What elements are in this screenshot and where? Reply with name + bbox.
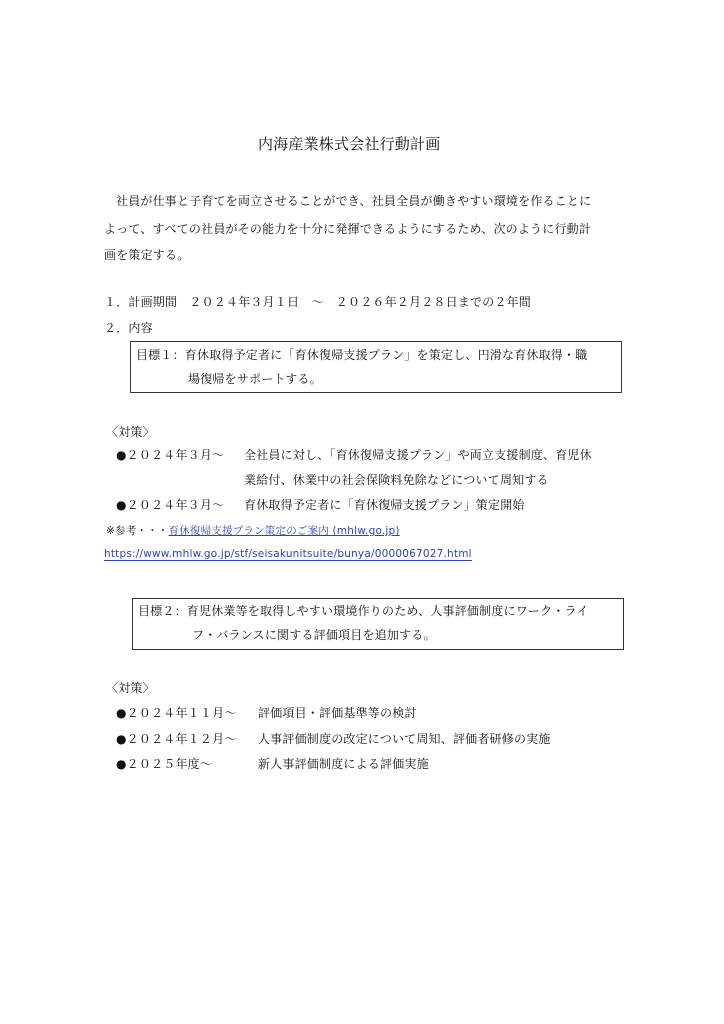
measures-2-label: 〈対策〉 [106,681,155,695]
reference-url-link[interactable]: https://www.mhlw.go.jp/stf/seisakunitsuite/bunya/0000067027.html [104,548,472,560]
measure-2-3-date: ●２０２５年度～ [116,757,213,771]
reference-note [106,523,400,539]
goal-1-line-1: 目標１：育休取得予定者に「育休復帰支援プラン」を策定し、円滑な育休取得・職 [136,348,588,362]
goal-2-line-2: フ・バランスに関する評価項目を追加する。 [192,628,436,642]
document-title: 内海産業株式会社行動計画 [258,135,441,153]
measures-1-label: 〈対策〉 [106,425,155,439]
reference-link[interactable]: 育休復帰支援プラン策定のご案内 (mhlw.go.jp) [168,525,400,537]
intro-line-2: よって、すべての社員がその能力を十分に発揮できるようにするため、次のように行動計 [104,222,592,236]
measure-1-1-text-cont: 業給付、休業中の社会保険料免除などについて周知する [244,473,549,487]
plan-period: １．計画期間 ２０２４年３月１日 ～ ２０２６年２月２８日までの２年間 [104,295,532,309]
measure-1-1-text: 全社員に対し、「育休復帰支援プラン」や両立支援制度、育児休 [244,448,592,462]
reference-url [104,546,472,562]
measure-2-1-text: 評価項目・評価基準等の検討 [258,706,417,720]
measure-2-2-date: ●２０２４年１２月～ [116,732,237,746]
measure-2-2-text: 人事評価制度の改定について周知、評価者研修の実施 [258,732,551,746]
intro-line-1: 社員が仕事と子育てを両立させることができ、社員全員が働きやすい環境を作ることに [116,194,592,208]
reference-prefix: ※参考・・・ [106,525,169,537]
contents-heading: ２．内容 [104,321,153,335]
measure-2-3-text: 新人事評価制度による評価実施 [258,757,429,771]
goal-2-line-1: 目標２：育児休業等を取得しやすい環境作りのため、人事評価制度にワーク・ライ [138,604,589,618]
measure-1-1-date: ●２０２４年３月～ [116,448,225,462]
measure-1-2-text: 育休取得予定者に「育休復帰支援プラン」策定開始 [244,498,525,512]
measure-1-2-date: ●２０２４年３月～ [116,498,225,512]
intro-line-3: 画を策定する。 [104,248,190,262]
goal-1-line-2: 場復帰をサポートする。 [188,372,322,386]
measure-2-1-date: ●２０２４年１１月～ [116,706,237,720]
